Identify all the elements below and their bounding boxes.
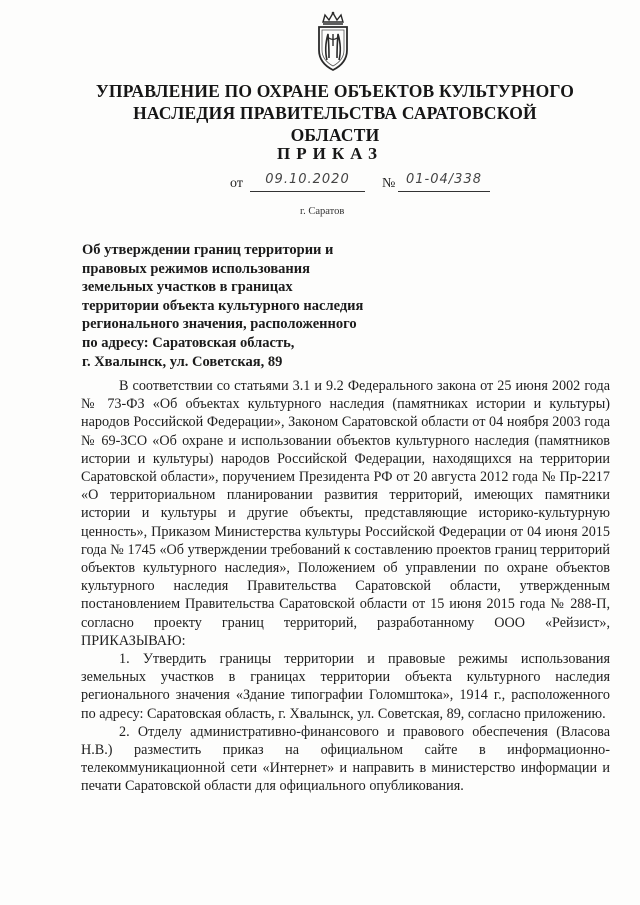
date-label: от [230,176,243,191]
subject-line: регионального значения, расположенного [82,316,357,333]
document-subject [82,241,412,371]
organization-name-line-2: НАСЛЕДИЯ ПРАВИТЕЛЬСТВА САРАТОВСКОЙ ОБЛАСТИ [133,103,537,145]
organization-name [95,80,575,146]
subject-line: территории объекта культурного наследия [82,297,364,314]
document-type-title: ПРИКАЗ [277,144,383,163]
document-body [81,377,610,796]
number-field: 01-04/338 [398,172,490,192]
number-label: № [382,176,396,191]
order-item-2: 2. Отделу административно-финансового и правового обеспечения (Власова Н.В.) разместить приказ на официальном сайте в информационно-телекоммуникационной сети «Интернет» и направить в министерство информации и печати Саратовской области для официального опубликования. [81,723,610,795]
preamble-paragraph: В соответствии со статьями 3.1 и 9.2 Федерального закона от 25 июня 2002 года № 73-ФЗ «Об объектах культурного наследия (памятниках истории и культуры) народов Российской Федерации», Законом Саратовской области от 04 ноября 2003 года № 69-ЗСО «Об охране и использовании объектов культурного наследия (памятников истории и культуры) народов Российской Федерации, находящихся на территории Саратовской области», поручением Президента РФ от 20 августа 2012 года № Пр-2217 «О территориальном планировании развития территорий, имеющих памятники истории и культуры и другие объекты, представляющие историко-культурную ценность», Приказом Министерства культуры Российской Федерации от 04 июня 2015 года № 1745 «Об утверждении требований к составлению проектов границ территорий объектов культурного наследия», Положением об управлении по охране объектов культурного наследия Правительства Саратовской области, утвержденным постановлением Правительства Саратовской области от 15 июня 2015 года № 288-П, согласно проекту границ территорий, разработанному ООО «Рейзист», ПРИКАЗЫВАЮ: [81,378,610,649]
date-number-line [230,172,490,194]
order-item-1: 1. Утвердить границы территории и правовые режимы использования земельных участков в границах территории объекта культурного наследия регионального значения «Здание типографии Голомштока», 1914 г., расположенного по адресу: Саратовская область, г. Хвалынск, ул. Советская, 89, согласно приложению. [81,651,610,722]
organization-name-line-1: УПРАВЛЕНИЕ ПО ОХРАНЕ ОБЪЕКТОВ КУЛЬТУРНОГО [95,81,575,101]
subject-line: земельных участков в границах [82,279,293,296]
subject-line: правовых режимов использования [82,260,310,277]
subject-line: Об утверждении границ территории и [82,242,334,258]
subject-line: по адресу: Саратовская область, [82,334,295,351]
date-field: 09.10.2020 [250,172,365,192]
subject-line: г. Хвалынск, ул. Советская, 89 [82,353,283,370]
coat-of-arms-icon [311,10,355,74]
city-label: г. Саратов [300,206,345,217]
